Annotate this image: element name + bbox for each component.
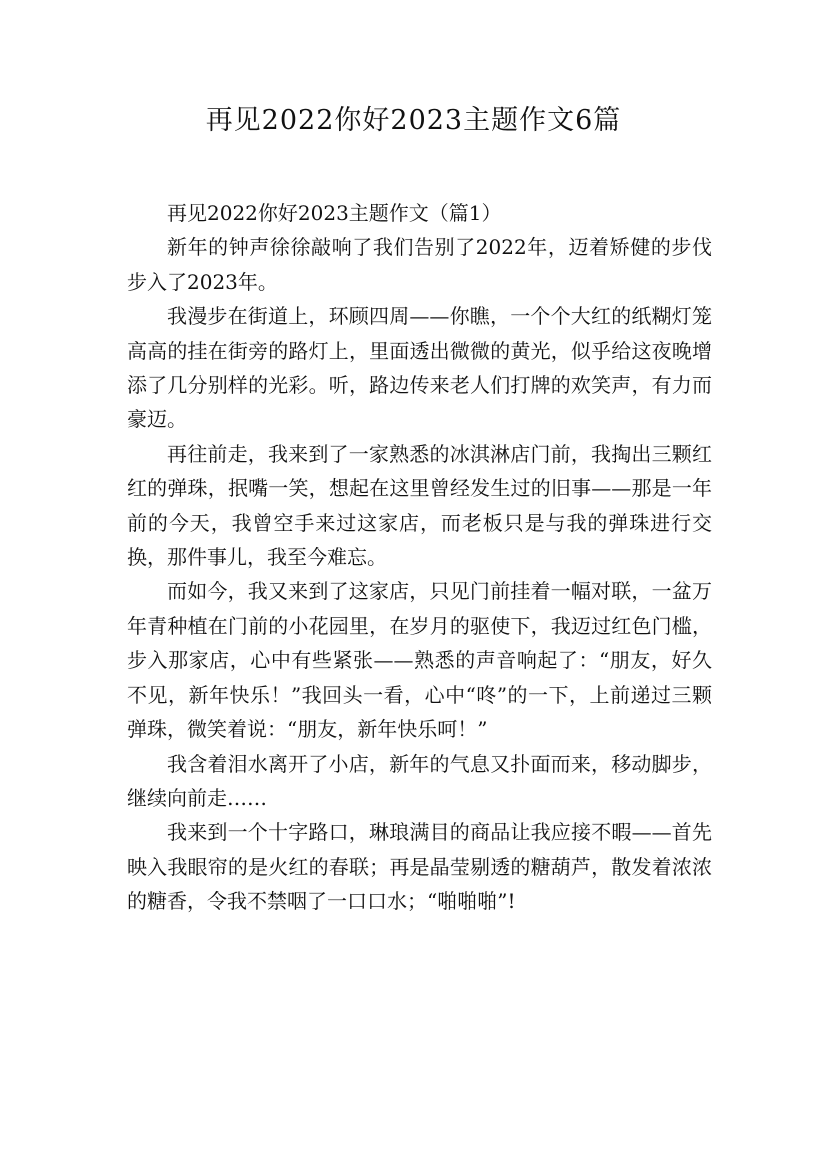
essay-paragraph-1: 新年的钟声徐徐敲响了我们告别了2022年，迈着矫健的步伐步入了2023年。 <box>127 235 712 294</box>
essay-paragraph-2: 我漫步在街道上，环顾四周——你瞧，一个个大红的纸糊灯笼高高的挂在街旁的路灯上，里面透出微微的黄光，似乎给这夜晚增添了几分别样的光彩。听，路边传来老人们打牌的欢笑声，有力而豪迈。 <box>127 304 712 432</box>
essay-paragraph-3: 再往前走，我来到了一家熟悉的冰淇淋店门前，我掏出三颗红红的弹珠，抿嘴一笑，想起在这里曾经发生过的旧事——那是一年前的今天，我曾空手来过这家店，而老板只是与我的弹珠进行交换，那件事儿，我至今难忘。 <box>127 441 712 570</box>
essay-paragraph-5: 我含着泪水离开了小店，新年的气息又扑面而来，移动脚步，继续向前走…… <box>127 751 712 810</box>
document-title: 再见2022你好2023主题作文6篇 <box>205 105 622 136</box>
essay-paragraph-4: 而如今，我又来到了这家店，只见门前挂着一幅对联，一盆万年青种植在门前的小花园里，在岁月的驱使下，我迈过红色门槛，步入那家店，心中有些紧张——熟悉的声音响起了：“朋友，好久不见，新年快乐！”我回头一看，心中“咚”的一下，上前递过三颗弹珠，微笑着说：“朋友，新年快乐呵！” <box>127 579 712 742</box>
essay-body <box>127 196 712 919</box>
section-heading: 再见2022你好2023主题作文（篇1） <box>167 201 502 225</box>
essay-paragraph-6: 我来到一个十字路口，琳琅满目的商品让我应接不暇——首先映入我眼帘的是火红的春联；再是晶莹剔透的糖葫芦，散发着浓浓的糖香，令我不禁咽了一口口水；“啪啪啪”! <box>127 820 712 914</box>
